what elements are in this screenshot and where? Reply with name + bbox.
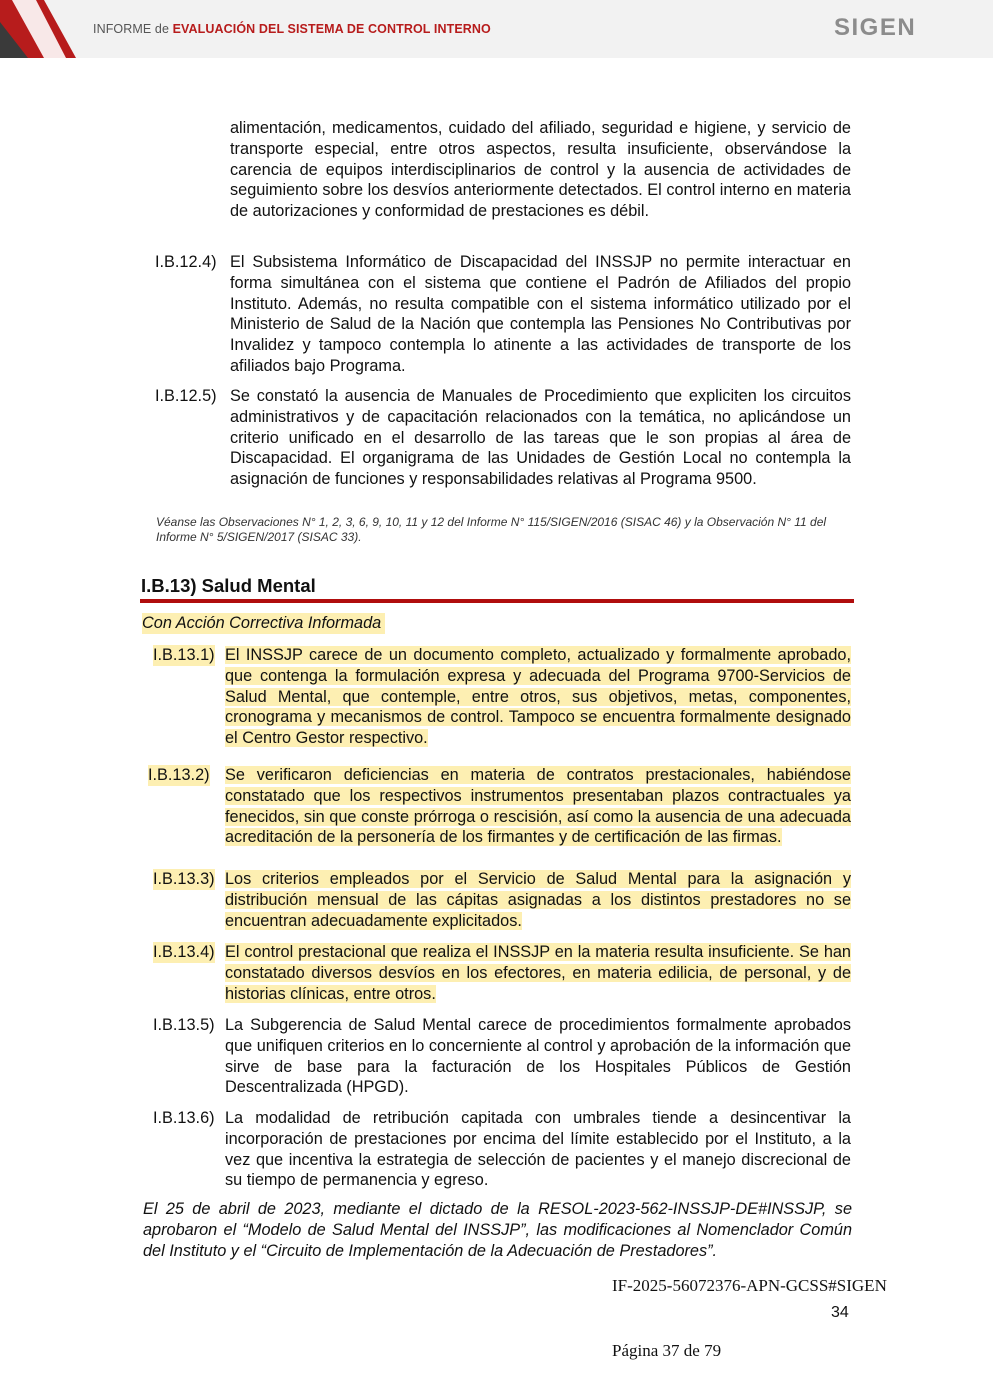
item-number: I.B.13.3) — [153, 870, 215, 888]
item-text — [225, 869, 851, 931]
report-title — [93, 22, 491, 36]
item-number: I.B.13.6) — [153, 1109, 215, 1127]
item-number: I.B.13.4) — [153, 943, 215, 961]
item-number: I.B.13.1) — [153, 646, 215, 664]
corner-decoration-icon — [0, 0, 80, 60]
item-text: La modalidad de retribución capitada con umbrales tiende a desincentivar la incorporación de prestaciones por encima del límite establecido por el Instituto, a la vez que incentiva la estrategia de selección de pacientes y el manejo discrecional de su tiempo de permanencia y egreso. — [225, 1109, 851, 1190]
item-text: La Subgerencia de Salud Mental carece de procedimientos formalmente aprobados que unifiquen criterios en lo concerniente al control y aprobación de la información que sirve de base para la facturación de los Hospitales Públicos de Gestión Descentralizada (HPGD). — [225, 1016, 851, 1097]
item-text: Se constató la ausencia de Manuales de Procedimiento que expliciten los circuitos administrativos y de capacitación relacionados con la temática, no aplicándose un criterio unificado en el desarrollo de las tareas que le son propias al área de Discapacidad. El organigrama de las Unidades de Gestión Local no contempla la asignación de funciones y responsabilidades relativas al Programa 9500. — [230, 387, 851, 489]
item-number: I.B.12.4) — [155, 253, 217, 271]
sigen-logo: SIGEN — [834, 14, 917, 41]
item-number: I.B.12.5) — [155, 387, 217, 405]
item-text: El Subsistema Informático de Discapacidad del INSSJP no permite interactuar en forma simultánea con el sistema que contiene el Padrón de Afiliados del propio Instituto. Además, no resulta compatible con el sistema informático utilizado por el Ministerio de Salud de la Nación que contempla las Pensiones No Contributivas por Invalidez y tampoco contempla lo atinente a las actividades de transporte de los afiliados bajo Programa. — [230, 253, 851, 375]
item-text-content: Los criterios empleados por el Servicio de Salud Mental para la asignación y distribución mensual de las cápitas asignadas a los distintos prestadores no se encuentran adecuadamente explicitados. — [225, 870, 851, 930]
item-text — [225, 645, 851, 749]
footnote-reference: Véanse las Observaciones N° 1, 2, 3, 6, 9, 10, 11 y 12 del Informe N° 115/SIGEN/2016 (SISAC 46) y la Observación N° 11 del Informe N° 5/SIGEN/2017 (SISAC 33). — [156, 515, 827, 544]
item-text — [225, 942, 851, 1004]
item-text-content: Se verificaron deficiencias en materia de contratos prestacionales, habiéndose constatado que los respectivos instrumentos presentaban plazos contractuales ya fenecidos, sin que conste prórroga o rescisión, así como la ausencia de una adecuada acreditación de la personería de los firmantes y de certificación de las firmas. — [225, 766, 851, 847]
page-number: 34 — [831, 1304, 849, 1321]
page-count: Página 37 de 79 — [612, 1341, 722, 1360]
section-divider — [140, 599, 854, 603]
report-title-strong: EVALUACIÓN DEL SISTEMA DE CONTROL INTERNO — [172, 22, 491, 36]
item-text — [225, 765, 851, 848]
section-title: I.B.13) Salud Mental — [141, 575, 316, 596]
section-subheading: Con Acción Correctiva Informada — [142, 613, 385, 634]
document-id: IF-2025-56072376-APN-GCSS#SIGEN — [612, 1276, 887, 1295]
item-number: I.B.13.2) — [148, 766, 210, 784]
report-title-prefix: INFORME de — [93, 22, 173, 36]
item-text-content: El control prestacional que realiza el INSSJP en la materia resulta insuficiente. Se han constatado diversos desvíos en los efectores, en materia edilicia, de personal, y de historias clínicas, entre otros. — [225, 943, 851, 1003]
item-text-content: El INSSJP carece de un documento completo, actualizado y formalmente aprobado, que contenga la formulación expresa y adecuada del Programa 9700-Servicios de Salud Mental, que contemple, entre otros, sus objetivos, metas, componentes, cronograma y mecanismos de control. Tampoco se encuentra formalmente designado el Centro Gestor respectivo. — [225, 646, 851, 748]
continuation-paragraph: alimentación, medicamentos, cuidado del afiliado, seguridad e higiene, y servicio de transporte especial, entre otros aspectos, resulta insuficiente, observándose la carencia de equipos interdisciplinarios de control y la ausencia de actividades de seguimiento sobre los desvíos anteriormente detectados. El control interno en materia de autorizaciones y conformidad de prestaciones es débil. — [230, 119, 851, 221]
closing-paragraph: El 25 de abril de 2023, mediante el dictado de la RESOL-2023-562-INSSJP-DE#INSSJP, se aprobaron el “Modelo de Salud Mental del INSSJP”, las modificaciones al Nomenclador Común del Instituto y el “Circuito de Implementación de la Adecuación de Prestadores”. — [143, 1200, 852, 1260]
item-number: I.B.13.5) — [153, 1016, 215, 1034]
